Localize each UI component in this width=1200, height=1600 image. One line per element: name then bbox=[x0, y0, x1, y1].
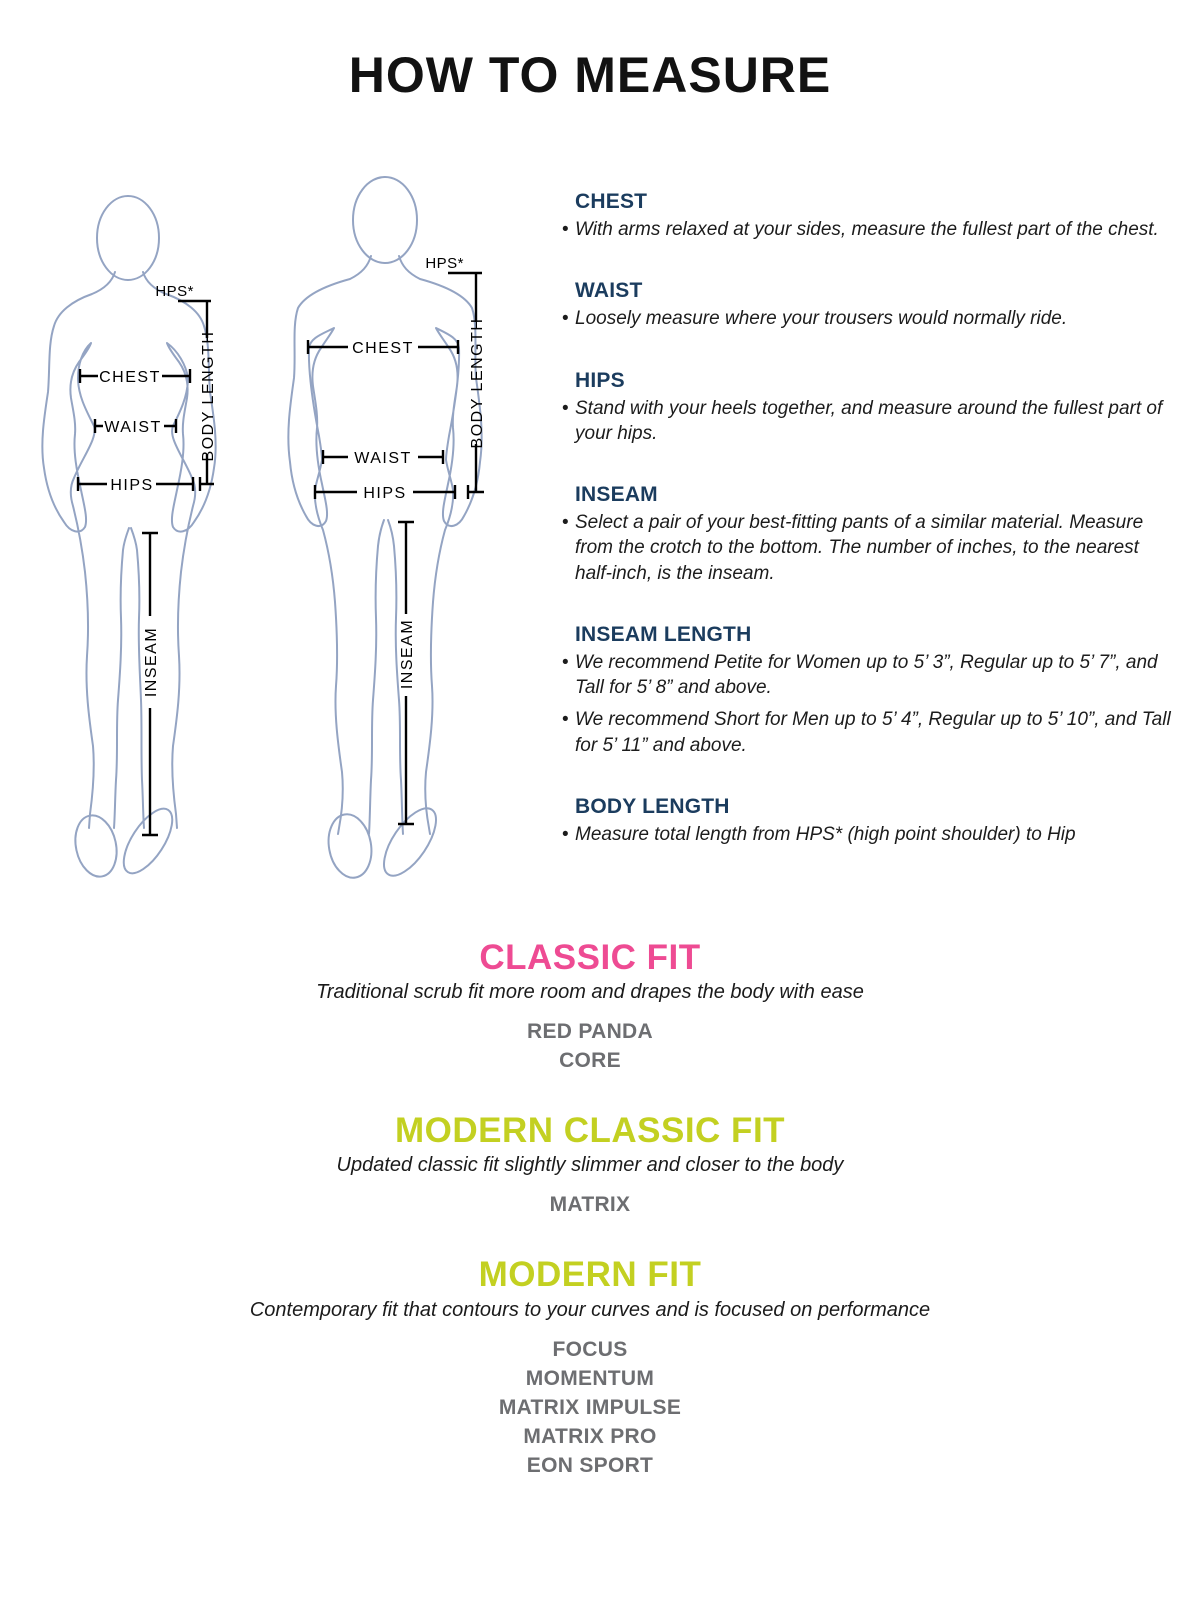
woman-chest-measure bbox=[80, 369, 190, 386]
product-line: MATRIX IMPULSE bbox=[498, 1395, 682, 1419]
chest-bullet: • With arms relaxed at your sides, measure the fullest part of the chest. bbox=[575, 217, 1173, 242]
modern-classic-fit-title: MODERN CLASSIC FIT bbox=[394, 1111, 786, 1151]
man-left-foot-outline bbox=[324, 811, 376, 881]
body-length-heading: BODY LENGTH bbox=[575, 794, 730, 818]
product-line: MOMENTUM bbox=[525, 1366, 655, 1390]
woman-hips-label: HIPS bbox=[110, 477, 154, 494]
modern-classic-fit-products bbox=[0, 1190, 1180, 1219]
woman-right-foot-outline bbox=[114, 801, 181, 880]
instruction-section-waist bbox=[545, 279, 1173, 331]
man-inseam-label: INSEAM bbox=[399, 618, 416, 690]
inseam-heading: INSEAM bbox=[575, 483, 658, 507]
man-chest-measure bbox=[308, 340, 458, 357]
man-hps-body-length-measure bbox=[425, 255, 486, 499]
classic-fit-description: Traditional scrub fit more room and drapes the body with ease bbox=[316, 981, 864, 1004]
man-chest-label: CHEST bbox=[352, 340, 414, 357]
woman-hps-body-length-measure bbox=[155, 283, 217, 491]
modern-fit-description: Contemporary fit that contours to your curves and is focused on performance bbox=[249, 1298, 931, 1321]
product-line: MATRIX PRO bbox=[523, 1424, 657, 1448]
woman-inseam-label: INSEAM bbox=[143, 626, 160, 698]
instruction-section-inseam bbox=[545, 483, 1173, 586]
man-hps-label: HPS* bbox=[425, 255, 464, 272]
woman-chest-label: CHEST bbox=[99, 369, 161, 386]
measurement-instructions bbox=[545, 190, 1173, 847]
man-hips-label: HIPS bbox=[363, 485, 407, 502]
modern-fit-section bbox=[0, 1255, 1180, 1479]
hips-bullet: • Stand with your heels together, and measure around the fullest part of your hips. bbox=[575, 396, 1173, 447]
inseam-bullet: • Select a pair of your best-fitting pants of a similar material. Measure from the crotch to the bottom. The number of inches, to the nearest half-inch, is the inseam. bbox=[575, 510, 1173, 586]
classic-fit-products bbox=[0, 1017, 1180, 1075]
product-line: FOCUS bbox=[552, 1337, 628, 1361]
page-title: HOW TO MEASURE bbox=[348, 47, 832, 103]
product-line: CORE bbox=[559, 1049, 621, 1073]
woman-waist-measure bbox=[95, 419, 176, 436]
instruction-section-body-length bbox=[545, 795, 1173, 847]
chest-heading: CHEST bbox=[575, 190, 648, 213]
classic-fit-section bbox=[0, 938, 1180, 1075]
man-waist-measure bbox=[323, 450, 443, 467]
product-line: EON SPORT bbox=[526, 1453, 654, 1477]
woman-body-outline bbox=[42, 272, 215, 828]
modern-fit-products bbox=[0, 1335, 1180, 1480]
hips-heading: HIPS bbox=[575, 368, 625, 392]
waist-heading: WAIST bbox=[575, 279, 643, 303]
inseam-length-heading: INSEAM LENGTH bbox=[575, 622, 752, 646]
instruction-section-chest bbox=[545, 190, 1173, 242]
woman-body-length-label: BODY LENGTH bbox=[200, 330, 217, 462]
body-length-bullet: • Measure total length from HPS* (high point shoulder) to Hip bbox=[575, 822, 1173, 847]
instruction-section-inseam-length bbox=[545, 623, 1173, 758]
waist-bullet: • Loosely measure where your trousers would normally ride. bbox=[575, 306, 1173, 331]
woman-inseam-measure bbox=[142, 533, 160, 835]
woman-hps-label: HPS* bbox=[155, 283, 194, 300]
inseam-length-bullet-women: • We recommend Petite for Women up to 5’ 3”, Regular up to 5’ 7”, and Tall for 5’ 8” and above. bbox=[575, 650, 1173, 701]
woman-waist-label: WAIST bbox=[104, 419, 162, 436]
man-hips-measure bbox=[315, 485, 455, 502]
man-right-foot-outline bbox=[374, 800, 446, 884]
man-figure bbox=[278, 172, 548, 887]
product-line: RED PANDA bbox=[527, 1020, 653, 1044]
modern-classic-fit-description: Updated classic fit slightly slimmer and closer to the body bbox=[336, 1154, 844, 1177]
modern-classic-fit-section bbox=[0, 1111, 1180, 1219]
man-body-length-label: BODY LENGTH bbox=[469, 317, 486, 449]
man-head-outline bbox=[353, 177, 417, 263]
classic-fit-title: CLASSIC FIT bbox=[479, 938, 701, 977]
inseam-length-bullet-men: • We recommend Short for Men up to 5’ 4”, Regular up to 5’ 10”, and Tall for 5’ 11” and above. bbox=[575, 707, 1173, 758]
woman-head-outline bbox=[97, 196, 159, 280]
fit-guide bbox=[0, 938, 1180, 1480]
modern-fit-title: MODERN FIT bbox=[478, 1255, 702, 1295]
woman-figure bbox=[10, 186, 260, 886]
product-line: MATRIX bbox=[549, 1193, 631, 1217]
instruction-section-hips bbox=[545, 369, 1173, 447]
man-waist-label: WAIST bbox=[354, 450, 412, 467]
